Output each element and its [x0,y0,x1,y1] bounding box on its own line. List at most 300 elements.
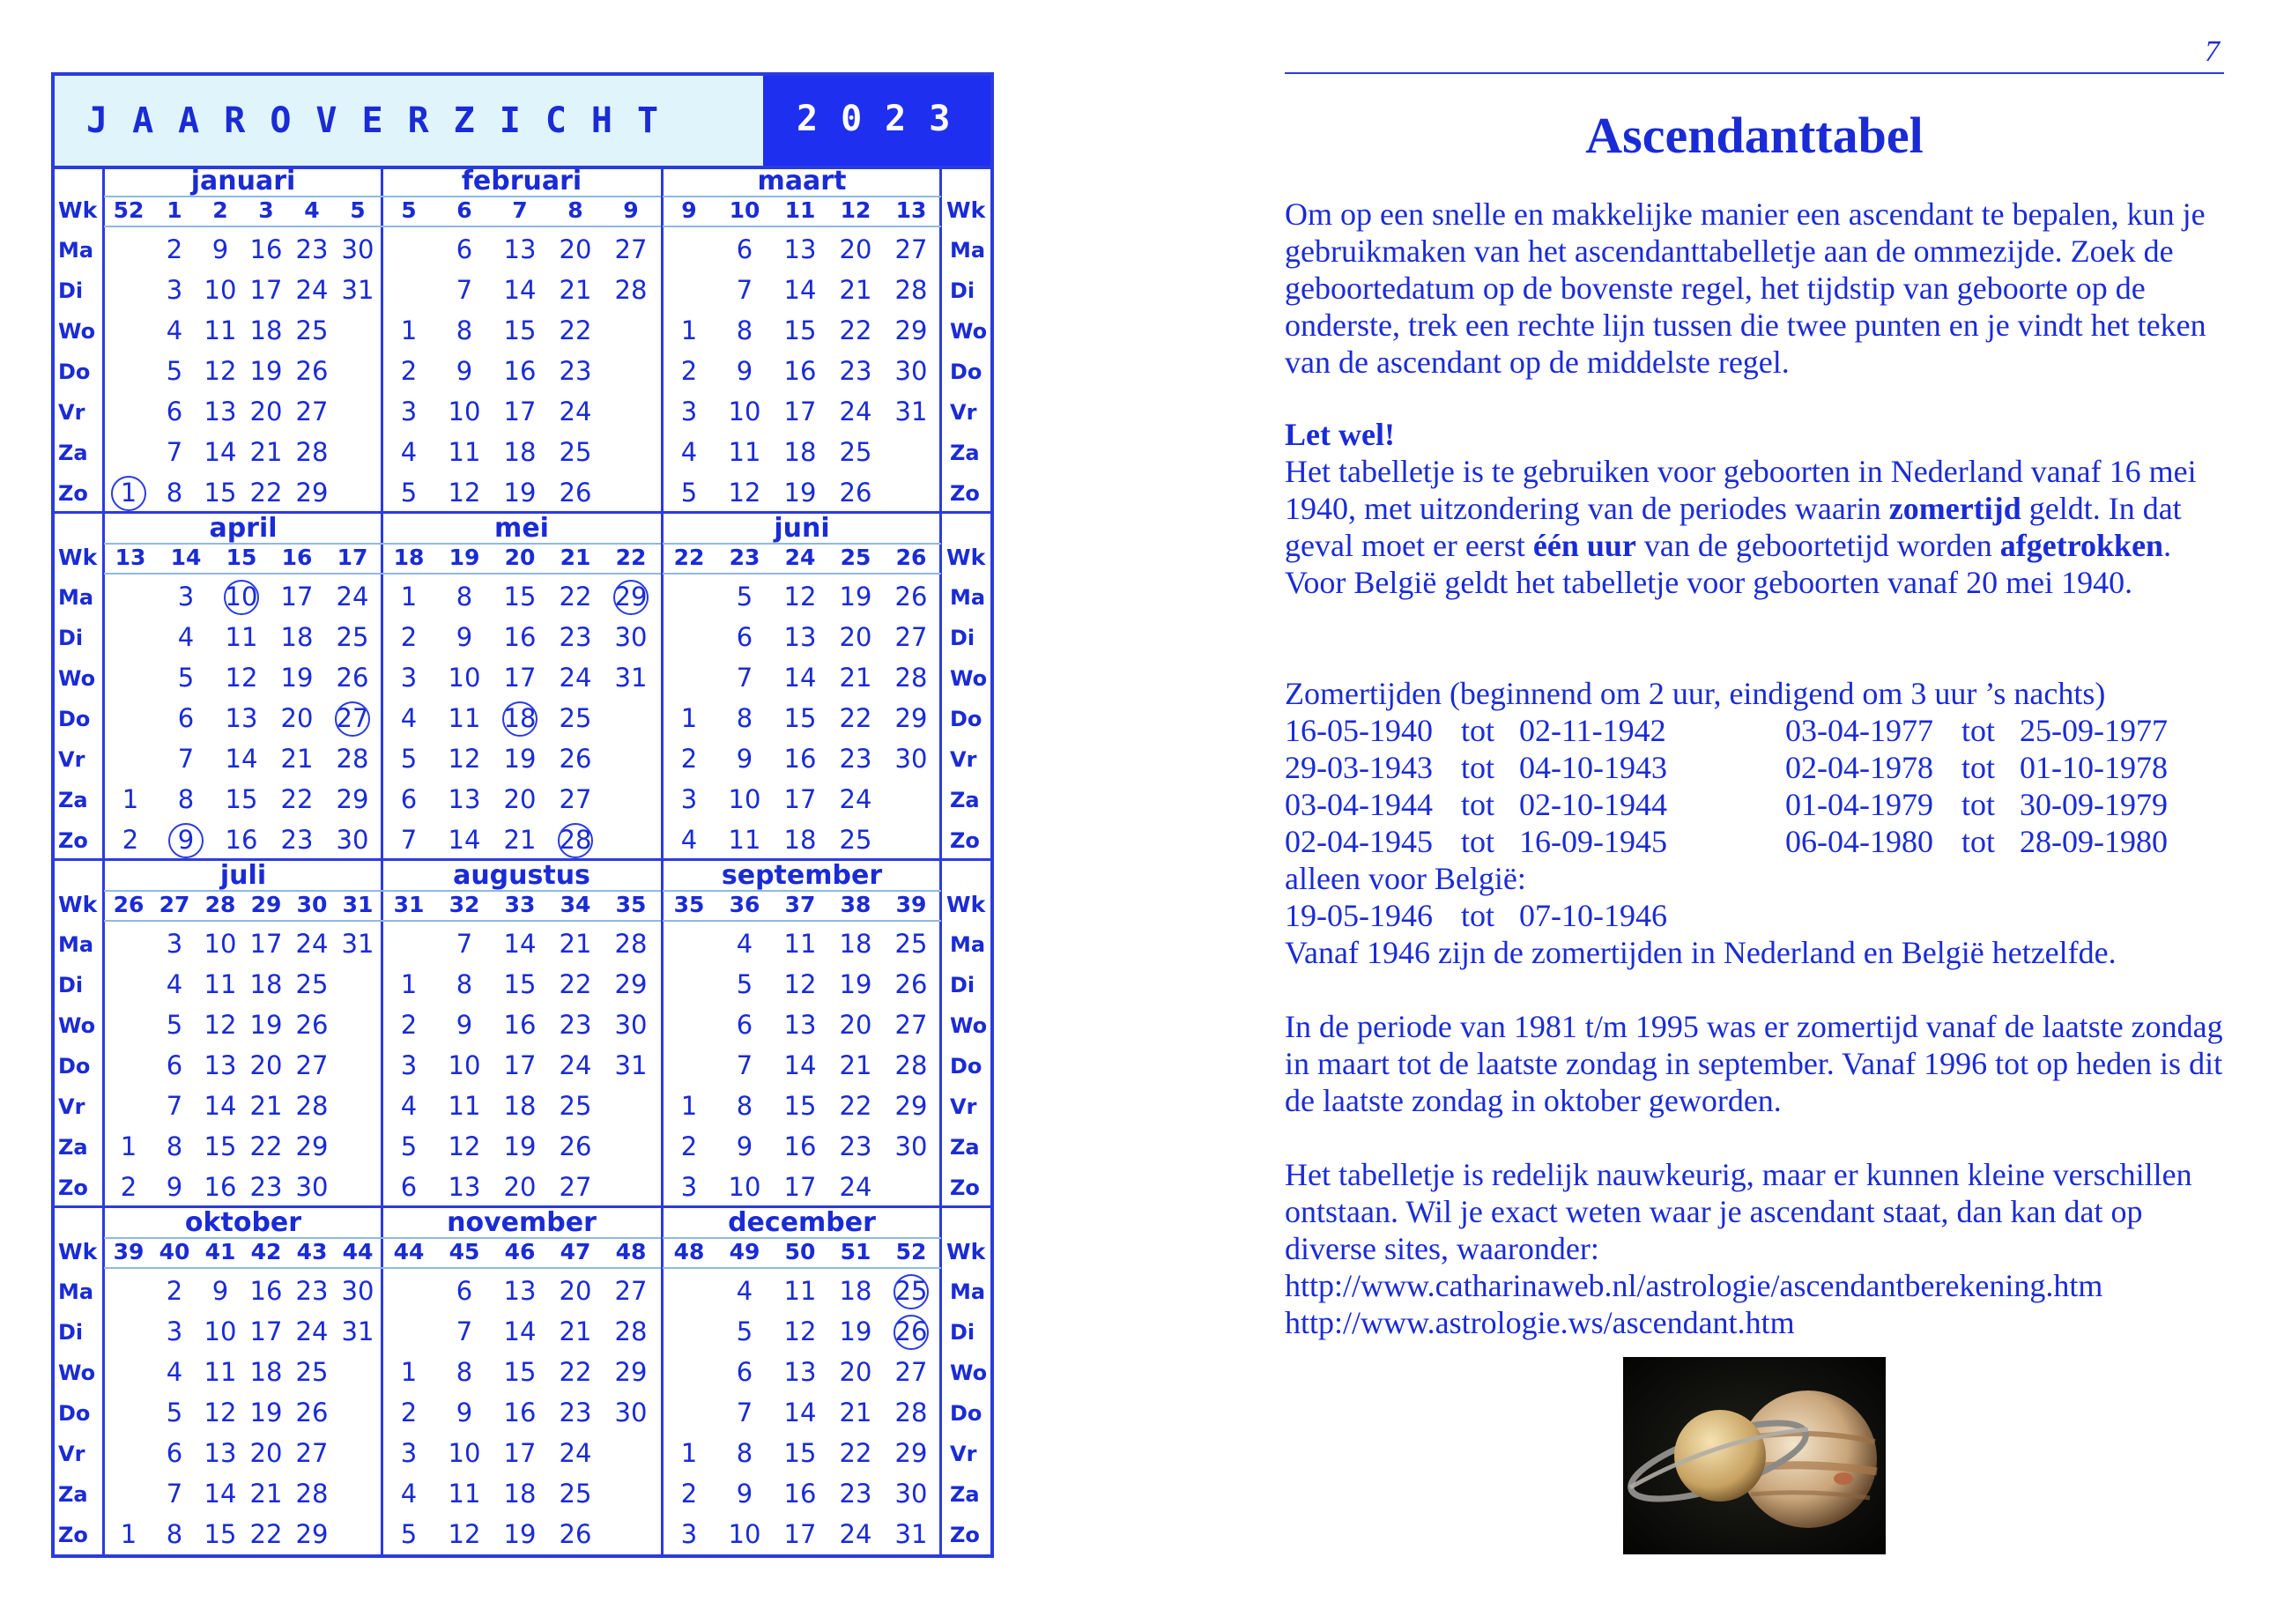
day-number: 30 [295,1172,329,1202]
day-number: 23 [839,744,872,774]
day-label: Do [950,1054,982,1079]
day-number: 11 [204,315,237,345]
day-number: 5 [680,478,698,508]
month-name: april [209,513,278,544]
day-number: 29 [894,703,928,733]
day-number: 10 [204,929,237,959]
day-number: 7 [736,663,753,693]
day-number: 30 [894,356,928,386]
day-number: 24 [839,1519,872,1549]
day-number: 24 [295,929,329,959]
day-label: Zo [58,481,88,506]
day-number: 7 [166,1091,183,1121]
month-name: mei [494,513,549,544]
day-number: 18 [280,622,314,652]
day-number: 15 [783,1438,817,1468]
day-number: 31 [894,397,928,426]
week-number: 37 [784,892,816,917]
day-number: 22 [249,478,283,508]
day-label: Do [950,360,982,384]
week-number: 13 [895,197,927,223]
day-number: 19 [503,1519,537,1549]
day-number: 30 [894,1479,928,1509]
day-number: 15 [204,1131,237,1161]
column-divider [381,513,383,860]
day-number: 29 [295,1519,329,1549]
day-number: 24 [559,663,592,693]
day-number: 26 [559,478,592,508]
week-number: 44 [342,1239,374,1264]
week-number: 14 [170,545,202,570]
day-number: 20 [839,622,872,652]
day-number: 13 [448,1172,481,1202]
period-1981-paragraph: In de periode van 1981 t/m 1995 was er zomertijd vanaf de laatste zondag in maart tot de laatste zondag in september. Vanaf 1996 tot op heden is dit de laatste zondag in oktober geworden. [1285,1009,2223,1118]
day-number: 9 [166,1172,183,1202]
page-number: 7 [2205,35,2220,68]
week-number: 11 [784,197,816,223]
day-number: 13 [503,1276,537,1306]
calendar-header [55,76,990,169]
day-label: Wo [950,319,988,344]
day-label: Za [950,1482,980,1507]
week-number: 30 [296,892,328,917]
day-number: 12 [783,1316,817,1346]
day-number: 2 [400,622,418,652]
dst-to: 16-09-1945 [1519,824,1667,859]
day-number: 29 [614,582,648,612]
day-number: 17 [249,275,283,305]
month-name: oktober [184,1207,302,1238]
day-number: 25 [295,1357,329,1387]
dst-tot: tot [1961,750,1996,785]
day-number: 12 [448,1519,481,1549]
dst-from: 16-05-1940 [1285,713,1433,748]
day-number: 14 [503,929,537,959]
day-number: 7 [166,1479,183,1509]
day-label: Zo [950,1523,980,1547]
article-title: Ascendanttabel [1585,107,1924,164]
week-number: 35 [615,892,647,917]
day-label: Ma [950,1279,986,1304]
day-label: Zo [950,1175,980,1200]
day-number: 22 [249,1131,283,1161]
week-number: 51 [840,1239,871,1264]
week-number: 44 [393,1239,425,1264]
day-number: 5 [736,582,753,612]
day-number: 10 [448,397,481,426]
day-number: 13 [204,397,237,426]
day-number: 14 [503,1316,537,1346]
month-underline [104,890,382,892]
day-label: Do [58,1401,91,1426]
day-number: 24 [839,397,872,426]
day-number: 10 [728,397,761,426]
letwel-bold-3: afgetrokken [1999,528,2164,563]
day-number: 6 [456,1276,473,1306]
day-number: 2 [166,234,183,264]
day-number: 9 [211,234,229,264]
day-number: 3 [400,1050,418,1080]
day-number: 7 [736,1398,753,1427]
holiday-circle [168,823,204,858]
day-number: 21 [839,1398,872,1427]
day-number: 17 [249,929,283,959]
day-number: 4 [166,1357,183,1387]
day-number: 13 [783,234,817,264]
day-number: 22 [280,784,314,814]
day-number: 18 [503,703,537,733]
day-number: 28 [336,744,369,774]
day-number: 30 [341,1276,374,1306]
column-divider [381,166,383,513]
day-number: 21 [249,1479,283,1509]
month-name: maart [757,166,847,197]
day-number: 3 [680,1172,698,1202]
day-number: 5 [736,969,753,999]
letwel-paragraph [1285,453,2224,601]
day-number: 17 [783,784,817,814]
day-number: 18 [839,1276,872,1306]
dst-from: 29-03-1943 [1285,750,1433,785]
dst-to: 04-10-1943 [1519,750,1667,785]
dst-from: 06-04-1980 [1785,824,1933,859]
week-number: 13 [115,545,146,570]
day-number: 5 [166,356,183,386]
day-number: 26 [839,478,872,508]
column-divider [661,513,664,860]
day-number: 22 [249,1519,283,1549]
day-number: 22 [559,315,592,345]
week-row-underline [104,226,382,227]
day-number: 6 [166,397,183,426]
day-number: 26 [894,969,928,999]
day-number: 28 [559,825,592,855]
day-number: 18 [839,929,872,959]
day-number: 31 [341,1316,374,1346]
day-number: 12 [204,1398,237,1427]
week-label: Wk [946,197,986,223]
day-number: 30 [336,825,369,855]
day-number: 25 [839,825,872,855]
day-number: 18 [249,315,283,345]
day-number: 9 [211,1276,229,1306]
day-label: Zo [950,828,980,853]
day-number: 28 [894,1398,928,1427]
day-number: 27 [295,1050,329,1080]
day-number: 17 [503,1438,537,1468]
day-number: 21 [839,663,872,693]
saturn-jupiter-image [1623,1357,1886,1554]
day-number: 20 [249,1438,283,1468]
day-number: 13 [783,1357,817,1387]
day-number: 22 [839,703,872,733]
day-number: 18 [249,1357,283,1387]
calendar-quarter [55,166,990,513]
column-divider [102,513,105,860]
day-number: 4 [166,315,183,345]
day-number: 22 [839,1438,872,1468]
day-label: Di [950,626,975,650]
day-number: 16 [249,234,283,264]
day-number: 20 [839,1357,872,1387]
day-number: 12 [783,969,817,999]
dst-to: 25-09-1977 [2020,713,2168,748]
day-number: 5 [400,744,418,774]
day-number: 16 [225,825,258,855]
day-number: 19 [249,1398,283,1427]
day-number: 11 [204,1357,237,1387]
month-name: juli [219,860,267,891]
week-number: 31 [393,892,425,917]
day-number: 25 [894,929,928,959]
day-number: 3 [177,582,195,612]
calendar-quarter [55,1207,990,1554]
letwel-heading [1285,416,2224,453]
day-label: Do [950,1401,982,1426]
day-number: 30 [614,1398,648,1427]
day-number: 29 [295,478,329,508]
day-number: 10 [728,1172,761,1202]
week-number: 41 [204,1239,236,1264]
day-number: 25 [559,437,592,467]
dst-from: 19-05-1946 [1285,898,1433,933]
calendar-body [55,166,990,1554]
day-label: Ma [58,1279,94,1304]
column-divider [661,1207,664,1554]
day-number: 6 [177,703,195,733]
day-number: 7 [736,275,753,305]
day-number: 24 [336,582,369,612]
day-number: 4 [400,437,418,467]
dst-from: 02-04-1978 [1785,750,1933,785]
day-number: 21 [249,437,283,467]
day-number: 25 [559,703,592,733]
dst-tot: tot [1461,824,1495,859]
day-number: 10 [728,1519,761,1549]
day-number: 22 [559,1357,592,1387]
day-number: 12 [225,663,258,693]
day-number: 16 [783,356,817,386]
day-number: 10 [448,1050,481,1080]
day-number: 20 [249,397,283,426]
day-number: 3 [680,397,698,426]
holiday-circle [894,1274,929,1309]
day-label: Vr [950,1094,977,1119]
day-number: 23 [559,622,592,652]
week-number: 3 [258,197,274,223]
week-number: 26 [113,892,145,917]
day-label: Za [58,788,88,812]
day-number: 16 [503,356,537,386]
day-number: 20 [839,234,872,264]
day-number: 13 [204,1438,237,1468]
day-number: 11 [728,825,761,855]
week-row-underline [382,920,661,922]
day-number: 5 [400,1519,418,1549]
day-number: 18 [503,1091,537,1121]
week-number: 50 [784,1239,816,1264]
day-number: 14 [204,1091,237,1121]
day-number: 20 [559,234,592,264]
day-label: Wo [58,319,96,344]
day-number: 5 [400,1131,418,1161]
day-number: 28 [894,663,928,693]
day-number: 9 [456,356,473,386]
day-number: 15 [225,784,258,814]
week-number: 18 [393,545,425,570]
day-number: 19 [839,1316,872,1346]
day-number: 8 [736,315,753,345]
calendar-quarter [55,860,990,1207]
letwel-bold-2: één uur [1532,528,1636,563]
day-number: 28 [614,275,648,305]
week-number: 39 [113,1239,145,1264]
day-label: Di [950,973,975,997]
day-number: 25 [295,315,329,345]
day-number: 8 [166,1519,183,1549]
day-number: 20 [839,1010,872,1040]
week-label: Wk [946,892,986,917]
day-number: 21 [559,275,592,305]
day-number: 2 [400,356,418,386]
day-number: 1 [120,478,137,508]
day-label: Za [58,1482,88,1507]
day-number: 9 [456,1010,473,1040]
link-astrologie-ws[interactable]: http://www.astrologie.ws/ascendant.htm [1285,1305,1795,1340]
day-number: 14 [783,663,817,693]
day-number: 21 [559,929,592,959]
week-number: 22 [615,545,647,570]
week-number: 4 [304,197,320,223]
month-name: januari [190,166,296,197]
dst-to: 01-10-1978 [2020,750,2168,785]
day-label: Wo [950,666,988,691]
day-number: 15 [503,582,537,612]
day-number: 31 [341,929,374,959]
day-number: 26 [295,1010,329,1040]
day-number: 18 [503,1479,537,1509]
week-number: 40 [159,1239,190,1264]
day-number: 6 [400,1172,418,1202]
day-number: 28 [614,929,648,959]
day-label: Wo [58,1013,96,1038]
day-number: 16 [783,1131,817,1161]
day-number: 23 [559,1398,592,1427]
day-number: 25 [559,1091,592,1121]
week-label: Wk [946,545,986,570]
day-label: Vr [950,400,977,425]
day-number: 6 [400,784,418,814]
column-divider [102,1207,105,1554]
week-number: 28 [204,892,236,917]
column-divider [661,166,664,513]
day-number: 27 [894,1010,928,1040]
holiday-circle [111,476,146,511]
day-number: 27 [336,703,369,733]
day-number: 30 [894,744,928,774]
day-number: 22 [839,315,872,345]
calendar-year-box [763,76,990,166]
day-number: 7 [400,825,418,855]
day-number: 19 [839,969,872,999]
letwel-text-3: van de geboortetijd worden [1635,528,2000,563]
day-number: 14 [204,437,237,467]
week-number: 9 [623,197,639,223]
day-number: 16 [503,622,537,652]
day-number: 27 [614,1276,648,1306]
day-number: 29 [614,969,648,999]
day-label: Vr [58,400,85,425]
day-number: 25 [336,622,369,652]
day-number: 26 [559,1131,592,1161]
day-number: 10 [448,663,481,693]
day-number: 20 [280,703,314,733]
week-row-underline [382,573,661,575]
day-number: 4 [736,1276,753,1306]
day-number: 31 [614,663,648,693]
day-label: Wo [950,1361,988,1385]
day-number: 15 [503,1357,537,1387]
link-catharinaweb[interactable]: http://www.catharinaweb.nl/astrologie/ascendantberekening.htm [1285,1268,2103,1303]
day-label: Za [58,441,88,465]
day-number: 3 [166,929,183,959]
day-number: 6 [736,234,753,264]
week-number: 45 [449,1239,480,1264]
day-number: 31 [341,275,374,305]
day-number: 11 [448,703,481,733]
day-number: 21 [280,744,314,774]
day-number: 21 [559,1316,592,1346]
day-number: 13 [783,1010,817,1040]
week-number: 15 [226,545,257,570]
calendar-title: JAAROVERZICHT [86,100,684,141]
day-number: 4 [400,1091,418,1121]
week-number: 27 [159,892,190,917]
day-number: 1 [400,1357,418,1387]
day-number: 18 [249,969,283,999]
day-number: 2 [400,1010,418,1040]
day-number: 16 [249,1276,283,1306]
day-number: 8 [456,969,473,999]
week-number: 35 [673,892,705,917]
day-number: 2 [680,1131,698,1161]
week-row-underline [104,1267,382,1269]
day-number: 30 [894,1131,928,1161]
day-number: 23 [280,825,314,855]
day-number: 23 [559,356,592,386]
week-number: 52 [895,1239,927,1264]
day-label: Di [58,626,84,650]
week-number: 48 [673,1239,705,1264]
dst-tot: tot [1461,898,1495,933]
month-name: november [447,1207,597,1238]
day-label: Vr [58,747,85,772]
day-number: 7 [166,437,183,467]
column-divider [661,860,664,1207]
day-label: Za [950,441,980,465]
day-number: 14 [225,744,258,774]
day-number: 22 [839,1091,872,1121]
day-number: 11 [204,969,237,999]
day-number: 24 [559,397,592,426]
day-number: 19 [280,663,314,693]
day-number: 15 [783,703,817,733]
day-number: 28 [894,275,928,305]
week-number: 16 [281,545,313,570]
day-number: 28 [614,1316,648,1346]
day-number: 11 [783,1276,817,1306]
day-number: 30 [614,622,648,652]
